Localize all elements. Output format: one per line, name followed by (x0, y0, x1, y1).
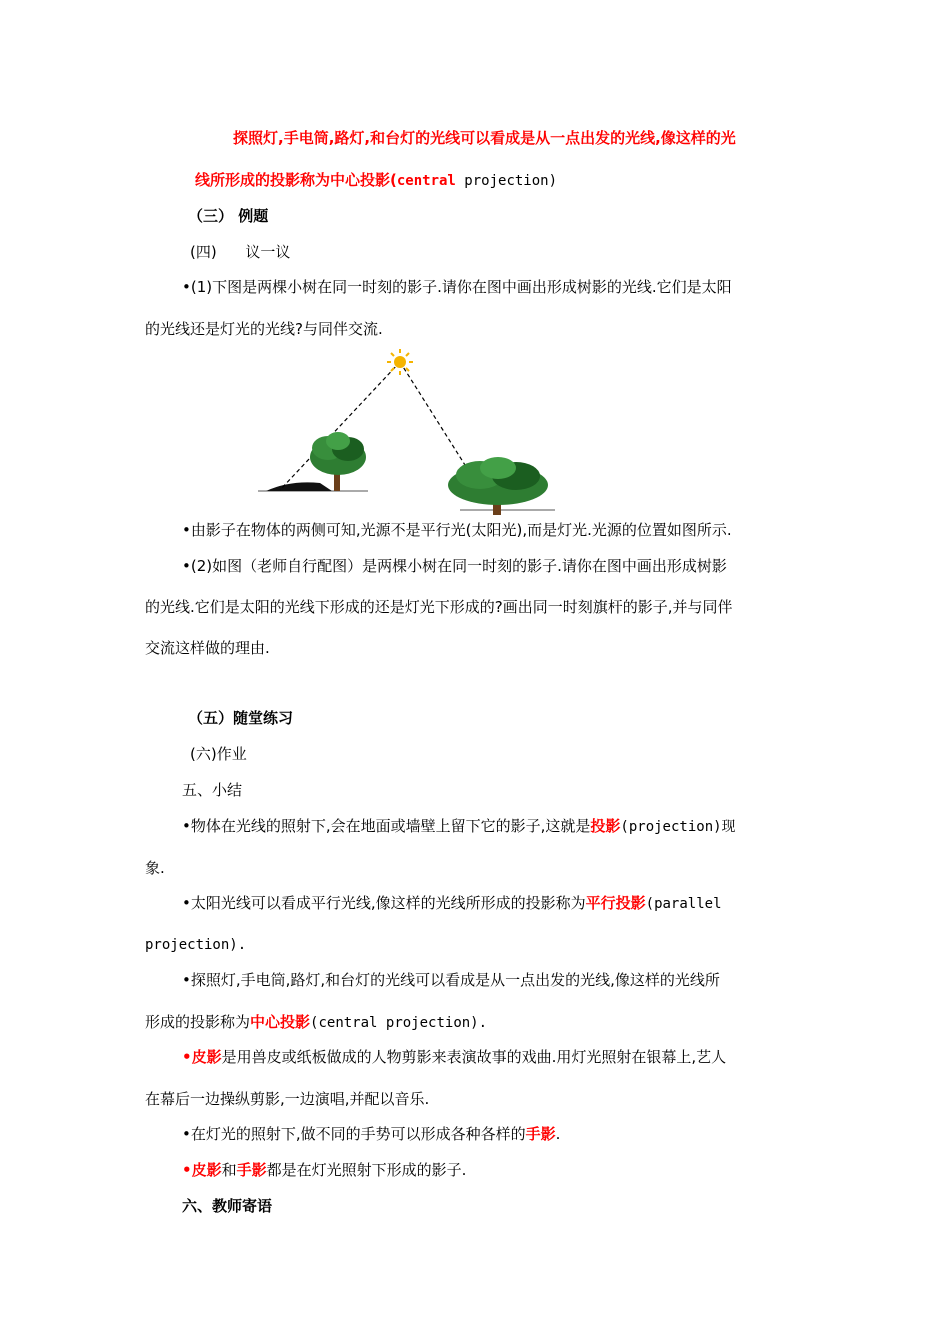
summary-item-2-line-1 (182, 893, 722, 914)
summary-item-2-line-2: projection). (145, 937, 247, 953)
question-2-line-3: 交流这样做的理由. (145, 639, 270, 657)
section-three-heading: （三） 例题 (188, 207, 269, 225)
sun-icon (387, 349, 413, 375)
term-projection: 投影 (590, 817, 621, 835)
summary-item-1-english: (projection)现 (620, 819, 736, 835)
question-2-line-2: 的光线.它们是太阳的光线下形成的还是灯光下形成的?画出同一时刻旗杆的影子,并与同伴 (145, 598, 733, 616)
shadow-figure (250, 345, 570, 525)
term-parallel-projection: 平行投影 (585, 894, 646, 912)
summary-item-1-text: •物体在光线的照射下,会在地面或墙壁上留下它的影子,这就是 (182, 817, 591, 835)
section-five-heading: （五）随堂练习 (188, 709, 294, 727)
summary-item-1-line-2: 象. (145, 859, 165, 877)
intro-line-2-part-b: central (396, 173, 456, 189)
teacher-message-heading: 六、教师寄语 (182, 1197, 273, 1215)
summary-item-2-english: (parallel (645, 896, 722, 912)
summary-item-6-and: 和 (221, 1161, 237, 1179)
light-ray-right (400, 362, 465, 465)
intro-line-2 (195, 170, 557, 191)
intro-line-1: 探照灯,手电筒,路灯,和台灯的光线可以看成是从一点出发的光线,像这样的光 (233, 129, 736, 147)
summary-item-1-line-1 (182, 816, 736, 837)
term-shadow-play: •皮影 (182, 1048, 222, 1066)
intro-line-2-part-c: projection) (455, 173, 558, 189)
summary-item-3-text: 形成的投影称为 (145, 1013, 251, 1031)
summary-heading: 五、小结 (182, 781, 243, 799)
term-hand-shadow-2: 手影 (236, 1161, 267, 1179)
summary-item-4-text: 是用兽皮或纸板做成的人物剪影来表演故事的戏曲.用灯光照射在银幕上,艺人 (221, 1048, 727, 1066)
section-six-heading: (六)作业 (190, 745, 247, 763)
tree-shadow (266, 482, 332, 491)
section-four-heading: (四) 议一议 (190, 243, 291, 261)
summary-item-5-text: •在灯光的照射下,做不同的手势可以形成各种各样的 (182, 1125, 526, 1143)
summary-item-3-line-1: •探照灯,手电筒,路灯,和台灯的光线可以看成是从一点出发的光线,像这样的光线所 (182, 971, 720, 989)
summary-item-3-line-2 (145, 1012, 487, 1033)
intro-line-2-part-a: 线所形成的投影称为中心投影( (195, 171, 397, 189)
summary-item-4-line-1 (182, 1047, 726, 1067)
tree-icon (448, 457, 548, 515)
summary-item-5 (182, 1124, 560, 1144)
summary-item-2-text: •太阳光线可以看成平行光线,像这样的光线所形成的投影称为 (182, 894, 586, 912)
question-1-line-1: •(1)下图是两棵小树在同一时刻的影子.请你在图中画出形成树影的光线.它们是太阳 (182, 278, 732, 296)
term-shadow-play-2: •皮影 (182, 1161, 222, 1179)
tree-icon (310, 432, 366, 491)
question-1-line-2: 的光线还是灯光的光线?与同伴交流. (145, 320, 383, 338)
summary-item-4-line-2: 在幕后一边操纵剪影,一边演唱,并配以音乐. (145, 1090, 430, 1108)
term-hand-shadow: 手影 (525, 1125, 556, 1143)
summary-item-5-end: . (555, 1125, 561, 1143)
answer-1: •由影子在物体的两侧可知,光源不是平行光(太阳光),而是灯光.光源的位置如图所示. (182, 521, 732, 539)
summary-item-6-text: 都是在灯光照射下形成的影子. (266, 1161, 467, 1179)
question-2-line-1: •(2)如图（老师自行配图）是两棵小树在同一时刻的影子.请你在图中画出形成树影 (182, 557, 727, 575)
summary-item-3-english: (central projection). (310, 1015, 488, 1031)
summary-item-6 (182, 1160, 466, 1180)
term-central-projection: 中心投影 (250, 1013, 311, 1031)
